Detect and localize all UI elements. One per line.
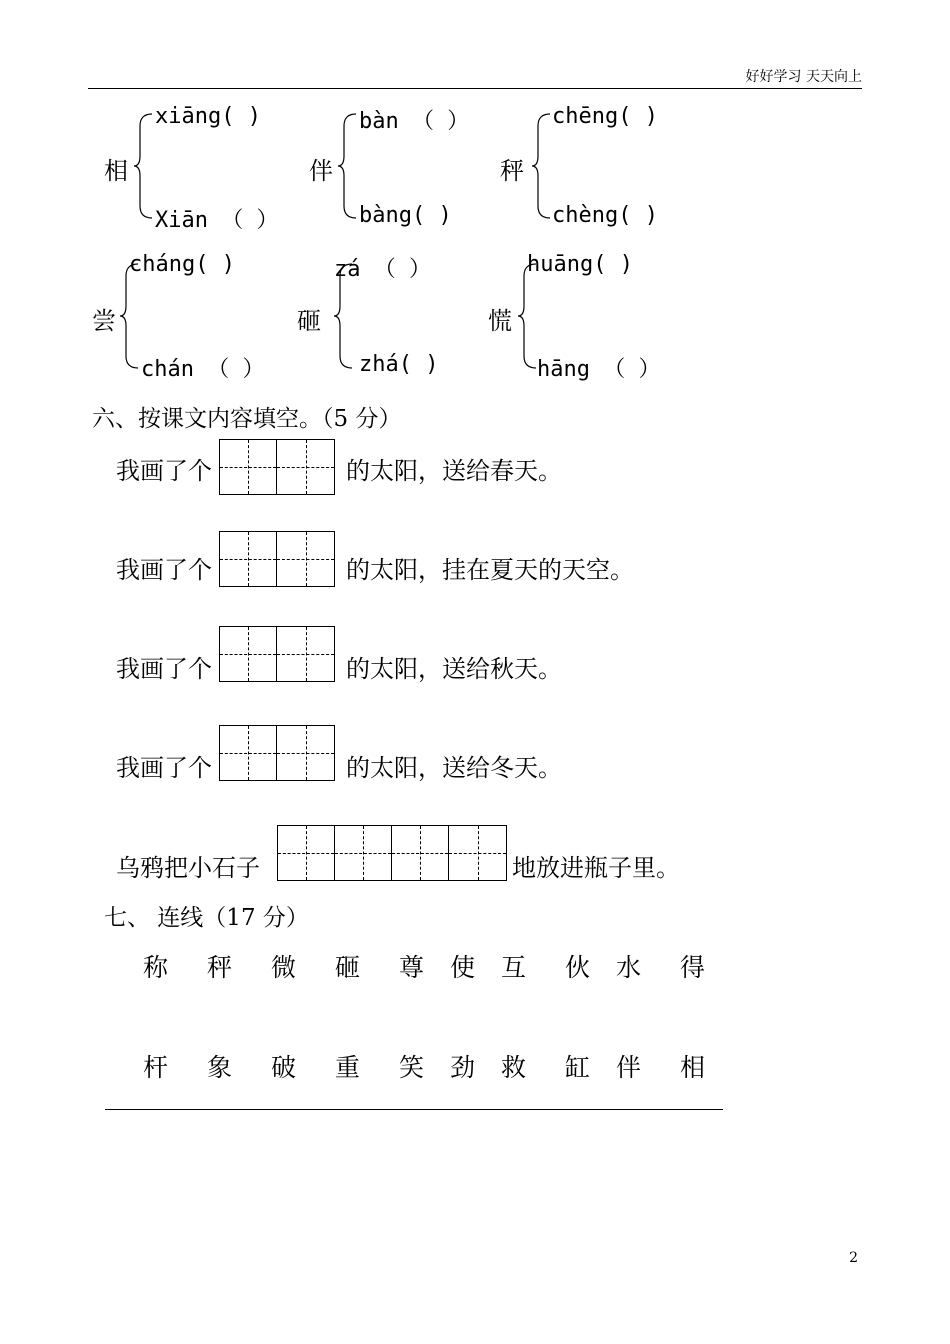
pinyin-option: zá （ ） <box>334 257 431 282</box>
pinyin-option: bàng( ) <box>359 203 452 228</box>
brace-icon <box>336 112 358 220</box>
pinyin-option: chán （ ） <box>141 357 265 382</box>
polyphone-char: 伴 <box>309 157 333 185</box>
grid-cell[interactable] <box>220 726 277 780</box>
match-word-top[interactable]: 微 <box>271 953 297 982</box>
sentence-suffix: 的太阳，送给冬天。 <box>346 754 562 782</box>
match-word-bottom[interactable]: 救 <box>501 1053 527 1082</box>
grid-cell[interactable] <box>277 627 334 681</box>
match-word-top[interactable]: 得 <box>680 953 706 982</box>
brace-icon <box>516 262 538 370</box>
match-word-bottom[interactable]: 劲 <box>450 1053 476 1082</box>
pinyin-option: xiāng( ) <box>155 104 261 129</box>
section-title: 七、 连线（17 分） <box>104 905 309 931</box>
answer-grid[interactable] <box>219 439 335 495</box>
header-text: 好好学习 天天向上 <box>745 69 862 85</box>
sentence-suffix: 的太阳，挂在夏天的天空。 <box>346 556 634 584</box>
answer-grid[interactable] <box>219 626 335 682</box>
pinyin-option: Xiān （ ） <box>155 208 279 233</box>
header-rule <box>88 88 862 89</box>
sentence-prefix: 乌鸦把小石子 <box>116 854 260 882</box>
match-word-top[interactable]: 砸 <box>335 953 361 982</box>
polyphone-char: 秤 <box>500 157 524 185</box>
answer-grid[interactable] <box>277 825 507 881</box>
pinyin-option: huāng( ) <box>527 252 633 277</box>
pinyin-option: zhá( ) <box>359 352 439 377</box>
pinyin-option: cháng( ) <box>129 252 235 277</box>
pinyin-option: chèng( ) <box>552 203 658 228</box>
match-word-top[interactable]: 伙 <box>565 953 591 982</box>
match-word-bottom[interactable]: 破 <box>271 1053 297 1082</box>
sentence-prefix: 我画了个 <box>116 556 212 584</box>
sentence-suffix: 的太阳，送给秋天。 <box>346 655 562 683</box>
match-word-bottom[interactable]: 伴 <box>616 1053 642 1082</box>
match-word-top[interactable]: 秤 <box>207 953 233 982</box>
match-word-top[interactable]: 互 <box>501 953 527 982</box>
grid-cell[interactable] <box>278 826 335 880</box>
sentence-suffix: 的太阳，送给春天。 <box>346 457 562 485</box>
grid-cell[interactable] <box>277 440 334 494</box>
grid-cell[interactable] <box>220 532 277 586</box>
match-word-top[interactable]: 称 <box>143 953 169 982</box>
grid-cell[interactable] <box>392 826 449 880</box>
section-title: 六、按课文内容填空。（5 分） <box>92 406 402 432</box>
polyphone-char: 相 <box>104 157 128 185</box>
polyphone-char: 慌 <box>488 307 512 335</box>
match-word-bottom[interactable]: 杆 <box>143 1053 169 1082</box>
pinyin-option: chēng( ) <box>552 104 658 129</box>
sentence-prefix: 我画了个 <box>116 457 212 485</box>
answer-grid[interactable] <box>219 725 335 781</box>
match-word-top[interactable]: 水 <box>616 953 642 982</box>
bottom-rule <box>105 1109 723 1110</box>
match-word-bottom[interactable]: 重 <box>335 1053 361 1082</box>
match-word-bottom[interactable]: 象 <box>207 1053 233 1082</box>
grid-cell[interactable] <box>449 826 506 880</box>
sentence-suffix: 地放进瓶子里。 <box>512 854 680 882</box>
match-word-top[interactable]: 尊 <box>399 953 425 982</box>
brace-icon <box>530 112 552 220</box>
sentence-prefix: 我画了个 <box>116 754 212 782</box>
sentence-prefix: 我画了个 <box>116 655 212 683</box>
grid-cell[interactable] <box>277 726 334 780</box>
grid-cell[interactable] <box>277 532 334 586</box>
polyphone-char: 砸 <box>297 307 321 335</box>
brace-icon <box>132 112 154 220</box>
brace-icon <box>118 262 140 370</box>
page-number: 2 <box>849 1250 858 1266</box>
match-word-bottom[interactable]: 相 <box>680 1053 706 1082</box>
match-word-bottom[interactable]: 缸 <box>565 1053 591 1082</box>
polyphone-char: 尝 <box>92 307 116 335</box>
grid-cell[interactable] <box>220 440 277 494</box>
match-word-top[interactable]: 使 <box>450 953 476 982</box>
answer-grid[interactable] <box>219 531 335 587</box>
pinyin-option: bàn （ ） <box>359 109 470 134</box>
grid-cell[interactable] <box>335 826 392 880</box>
match-word-bottom[interactable]: 笑 <box>399 1053 425 1082</box>
grid-cell[interactable] <box>220 627 277 681</box>
pinyin-option: hāng （ ） <box>537 357 661 382</box>
